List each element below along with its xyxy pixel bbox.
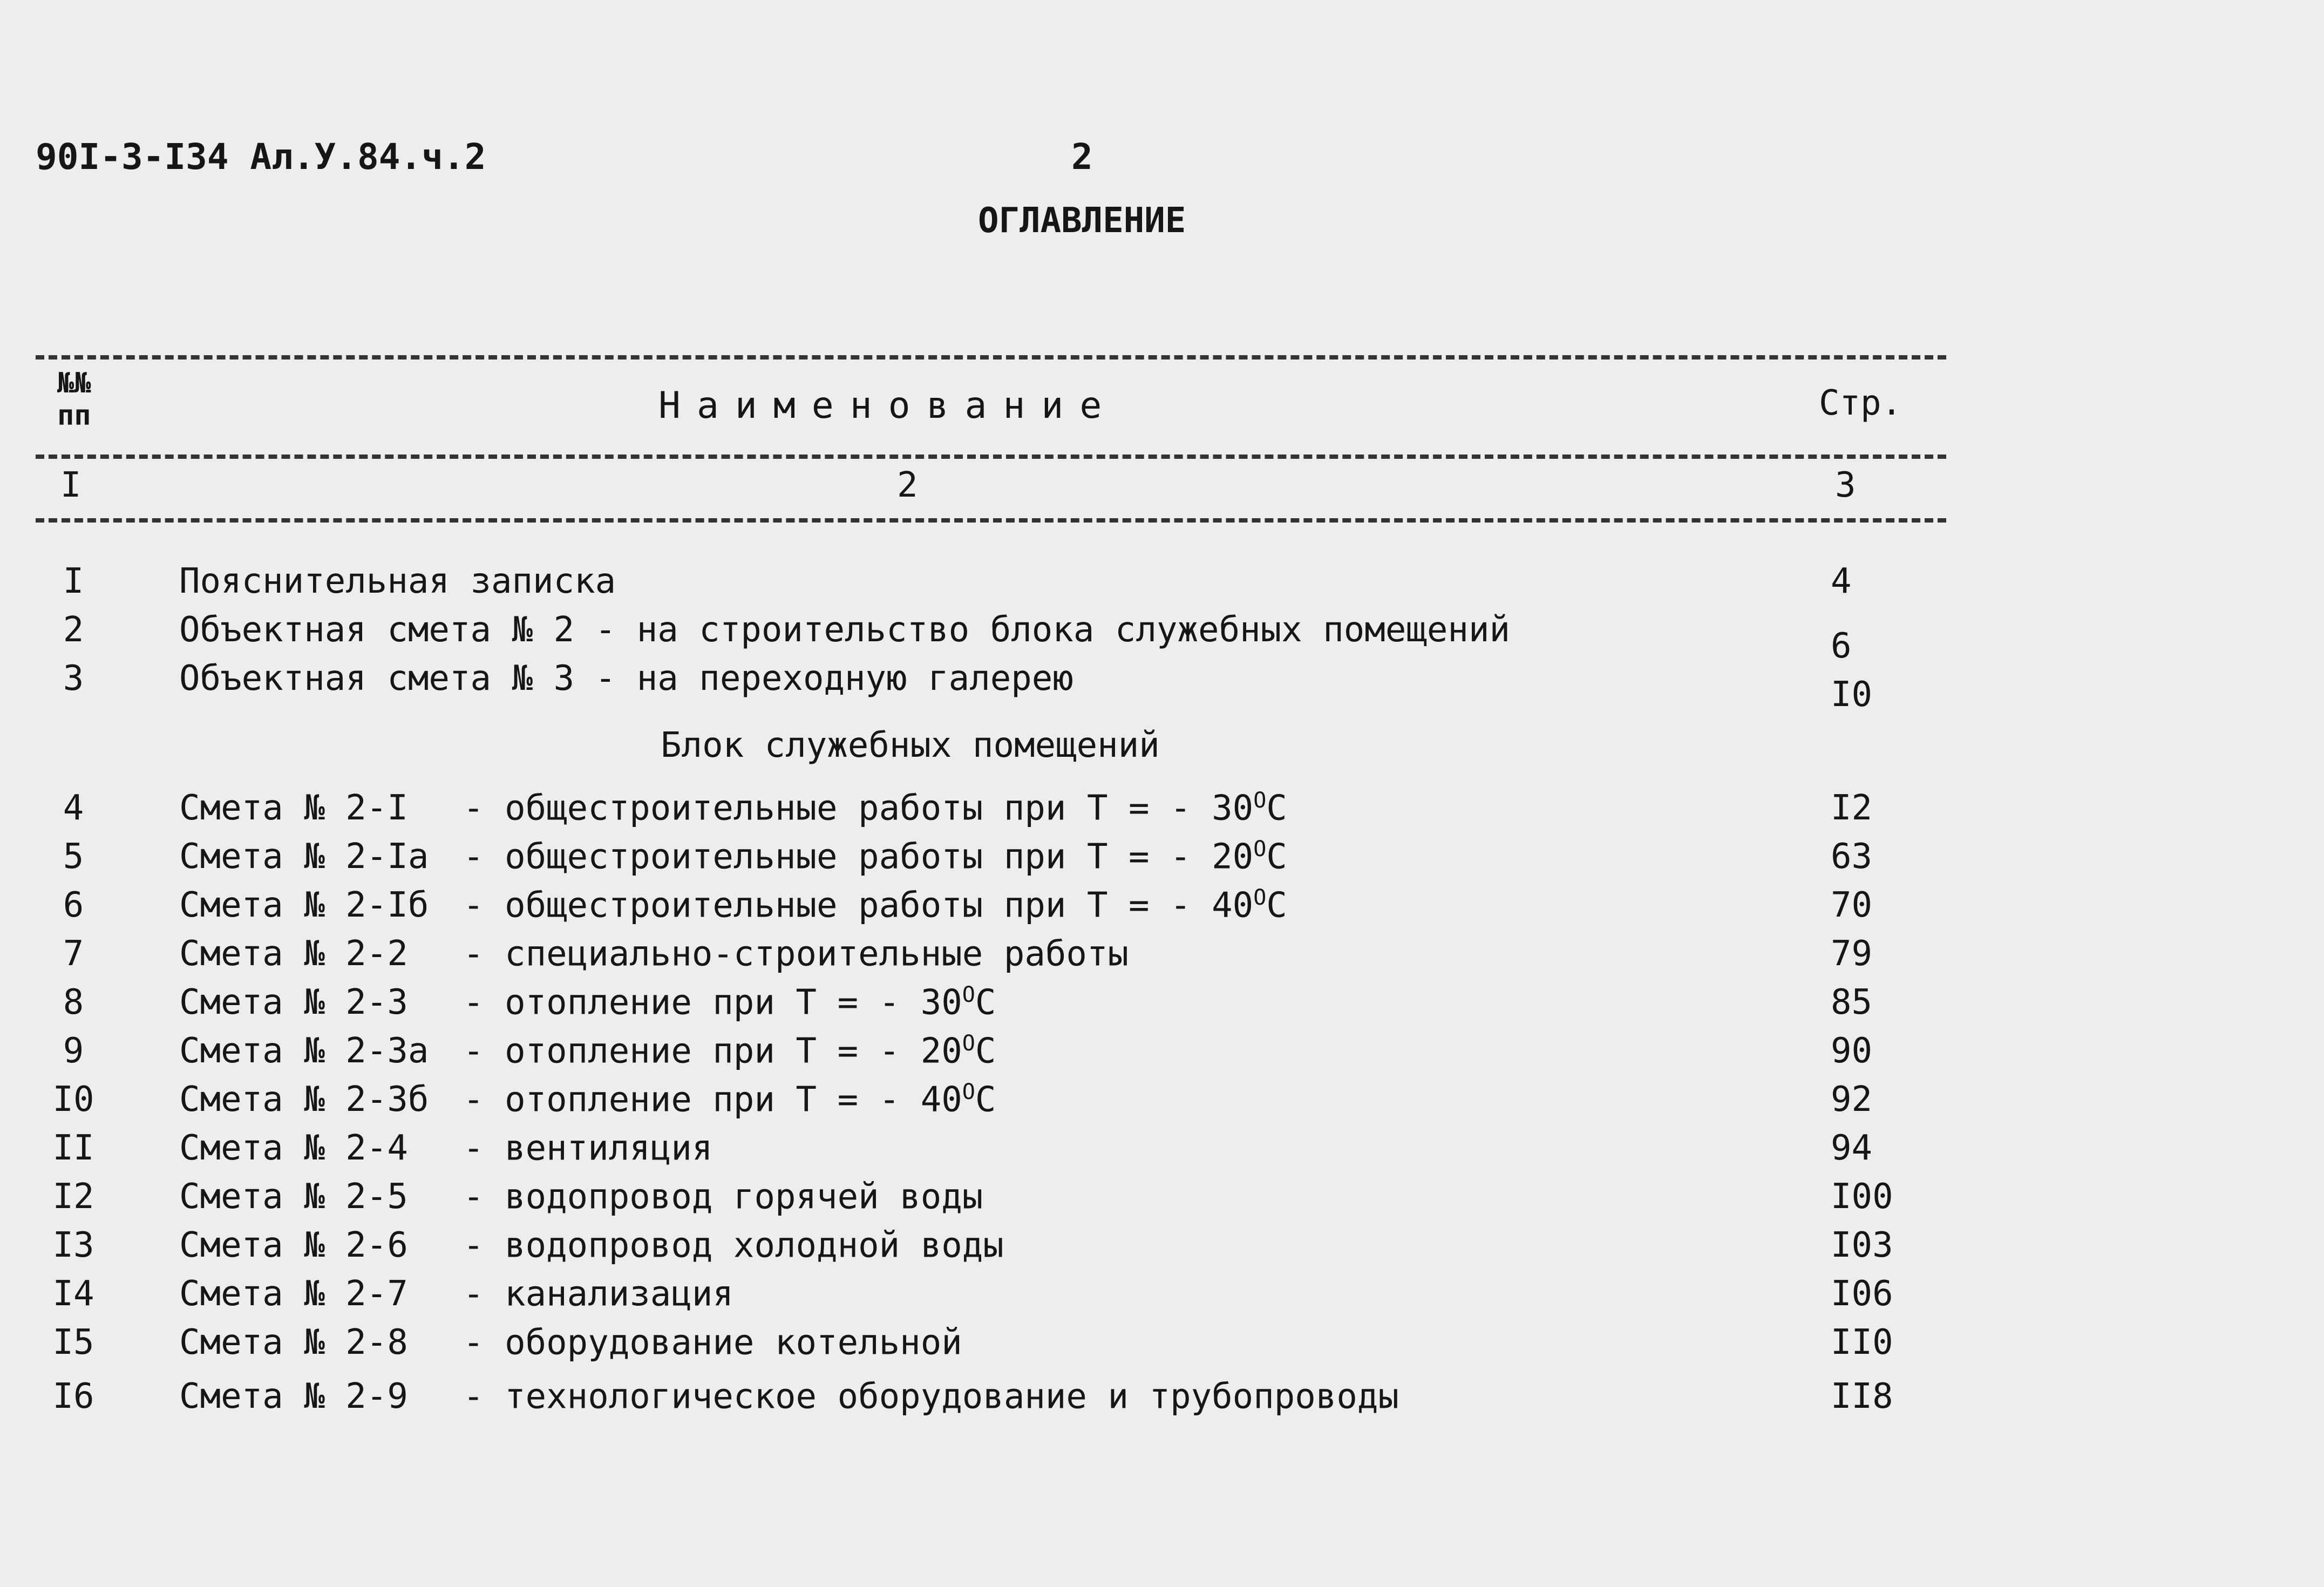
table-row (0, 1225, 1997, 1274)
row-page: 90 (1831, 1031, 1873, 1071)
row-title: Объектная смета № 3 - на переходную галерею (179, 659, 1073, 698)
degree-mark: О (1253, 885, 1267, 910)
row-page: II8 (1831, 1376, 1893, 1416)
estimate-description (463, 1128, 712, 1168)
table-header-rule (36, 455, 1946, 459)
table-row (0, 885, 1997, 934)
estimate-description (463, 1080, 996, 1120)
estimate-description-text: - общестроительные работы при Т = - 40 (463, 885, 1254, 926)
row-page: I2 (1831, 788, 1873, 828)
estimate-description (463, 788, 1287, 828)
estimate-number: Смета № 2-7 (179, 1274, 408, 1314)
temperature-unit: С (1266, 788, 1287, 829)
estimate-number: Смета № 2-8 (179, 1322, 408, 1362)
column-header-number-line1: №№ (57, 367, 91, 399)
row-number: II (52, 1128, 94, 1168)
estimate-description-text: - канализация (463, 1274, 733, 1314)
estimate-number: Смета № 2-4 (179, 1128, 408, 1168)
estimate-description (463, 982, 996, 1022)
section-title: Блок служебных помещений (661, 725, 1160, 765)
row-page: I03 (1831, 1225, 1893, 1265)
degree-mark: О (1253, 788, 1267, 813)
estimate-description-text: - специально-строительные работы (463, 934, 1129, 974)
column-header-number-line2: пп (57, 399, 91, 432)
table-row (0, 1177, 1997, 1225)
row-number: 9 (63, 1031, 84, 1071)
row-number: 8 (63, 982, 84, 1022)
row-number: I0 (52, 1080, 94, 1120)
row-page: 70 (1831, 885, 1873, 925)
page-number: 2 (1071, 136, 1093, 178)
table-row (0, 1031, 1997, 1080)
page-title: ОГЛАВЛЕНИЕ (978, 201, 1186, 241)
temperature-unit: С (975, 982, 996, 1023)
column-index-2: 2 (897, 465, 918, 505)
row-page: 79 (1831, 934, 1873, 974)
estimate-number: Смета № 2-2 (179, 934, 408, 974)
row-page: 6 (1831, 626, 1852, 666)
estimate-description-text: - вентиляция (463, 1128, 713, 1169)
estimate-description (463, 1225, 1004, 1265)
estimate-number: Смета № 2-9 (179, 1376, 408, 1416)
estimate-description-text: - оборудование котельной (463, 1322, 962, 1363)
column-header-page: Стр. (1819, 383, 1902, 423)
estimate-description-text: - отопление при Т = - 20 (463, 1031, 962, 1071)
column-index-3: 3 (1835, 465, 1856, 505)
row-number: 6 (63, 885, 84, 925)
row-number: I2 (52, 1177, 94, 1217)
row-page: II0 (1831, 1322, 1893, 1362)
table-row (0, 1376, 1997, 1425)
temperature-unit: С (975, 1031, 996, 1071)
row-page: 4 (1831, 561, 1852, 601)
table-row (0, 610, 1997, 666)
row-page: I0 (1831, 675, 1873, 715)
temperature-unit: С (1266, 837, 1287, 877)
estimate-number: Смета № 2-Iб (179, 885, 429, 925)
estimate-number: Смета № 2-I (179, 788, 408, 828)
estimate-description-text: - водопровод холодной воды (463, 1225, 1004, 1266)
table-row (0, 561, 1997, 610)
row-title: Пояснительная записка (179, 561, 616, 601)
row-number: 5 (63, 837, 84, 877)
estimate-description (463, 934, 1129, 974)
estimate-description (463, 1322, 962, 1362)
row-page: I00 (1831, 1177, 1893, 1217)
estimate-description (463, 1274, 733, 1314)
estimate-description-text: - отопление при Т = - 30 (463, 982, 962, 1023)
row-page: I06 (1831, 1274, 1893, 1314)
degree-mark: О (962, 1080, 975, 1104)
table-row (0, 1274, 1997, 1322)
estimate-number: Смета № 2-5 (179, 1177, 408, 1217)
estimate-description-text: - водопровод горячей воды (463, 1177, 983, 1217)
estimate-description (463, 1177, 983, 1217)
table-index-rule (36, 518, 1946, 523)
table-row (0, 982, 1997, 1031)
degree-mark: О (962, 982, 975, 1007)
table-row (0, 659, 1997, 715)
estimate-number: Смета № 2-3 (179, 982, 408, 1022)
row-number: 7 (63, 934, 84, 974)
estimate-number: Смета № 2-3а (179, 1031, 429, 1071)
estimate-number: Смета № 2-Iа (179, 837, 429, 877)
row-number: 4 (63, 788, 84, 828)
column-header-number (57, 367, 91, 432)
estimate-number: Смета № 2-6 (179, 1225, 408, 1265)
estimate-description (463, 837, 1287, 877)
row-page: 92 (1831, 1080, 1873, 1120)
temperature-unit: С (1266, 885, 1287, 926)
table-row (0, 1080, 1997, 1128)
table-row (0, 1128, 1997, 1177)
table-row (0, 1322, 1997, 1371)
column-header-name: Наименование (658, 384, 1118, 427)
estimate-description (463, 1376, 1399, 1416)
row-number: 2 (63, 610, 84, 650)
row-title: Объектная смета № 2 - на строительство блока служебных помещений (179, 610, 1510, 650)
estimate-description-text: - общестроительные работы при Т = - 30 (463, 788, 1254, 829)
estimate-description (463, 885, 1287, 925)
temperature-unit: С (975, 1080, 996, 1120)
estimate-number: Смета № 2-3б (179, 1080, 429, 1120)
estimate-description (463, 1031, 996, 1071)
degree-mark: О (1253, 837, 1267, 862)
row-page: 94 (1831, 1128, 1873, 1168)
row-number: I (63, 561, 84, 601)
table-top-rule (36, 355, 1946, 360)
row-page: 85 (1831, 982, 1873, 1022)
estimate-description-text: - отопление при Т = - 40 (463, 1080, 962, 1120)
row-number: I5 (52, 1322, 94, 1362)
table-row (0, 837, 1997, 885)
document-code: 90I-3-I34 Ал.У.84.ч.2 (36, 136, 486, 178)
table-row (0, 934, 1997, 982)
row-page: 63 (1831, 837, 1873, 877)
column-index-1: I (60, 465, 81, 505)
estimate-description-text: - технологическое оборудование и трубопроводы (463, 1376, 1399, 1417)
row-number: I6 (52, 1376, 94, 1416)
estimate-description-text: - общестроительные работы при Т = - 20 (463, 837, 1254, 877)
degree-mark: О (962, 1031, 975, 1056)
row-number: 3 (63, 659, 84, 698)
row-number: I4 (52, 1274, 94, 1314)
row-number: I3 (52, 1225, 94, 1265)
table-row (0, 788, 1997, 837)
